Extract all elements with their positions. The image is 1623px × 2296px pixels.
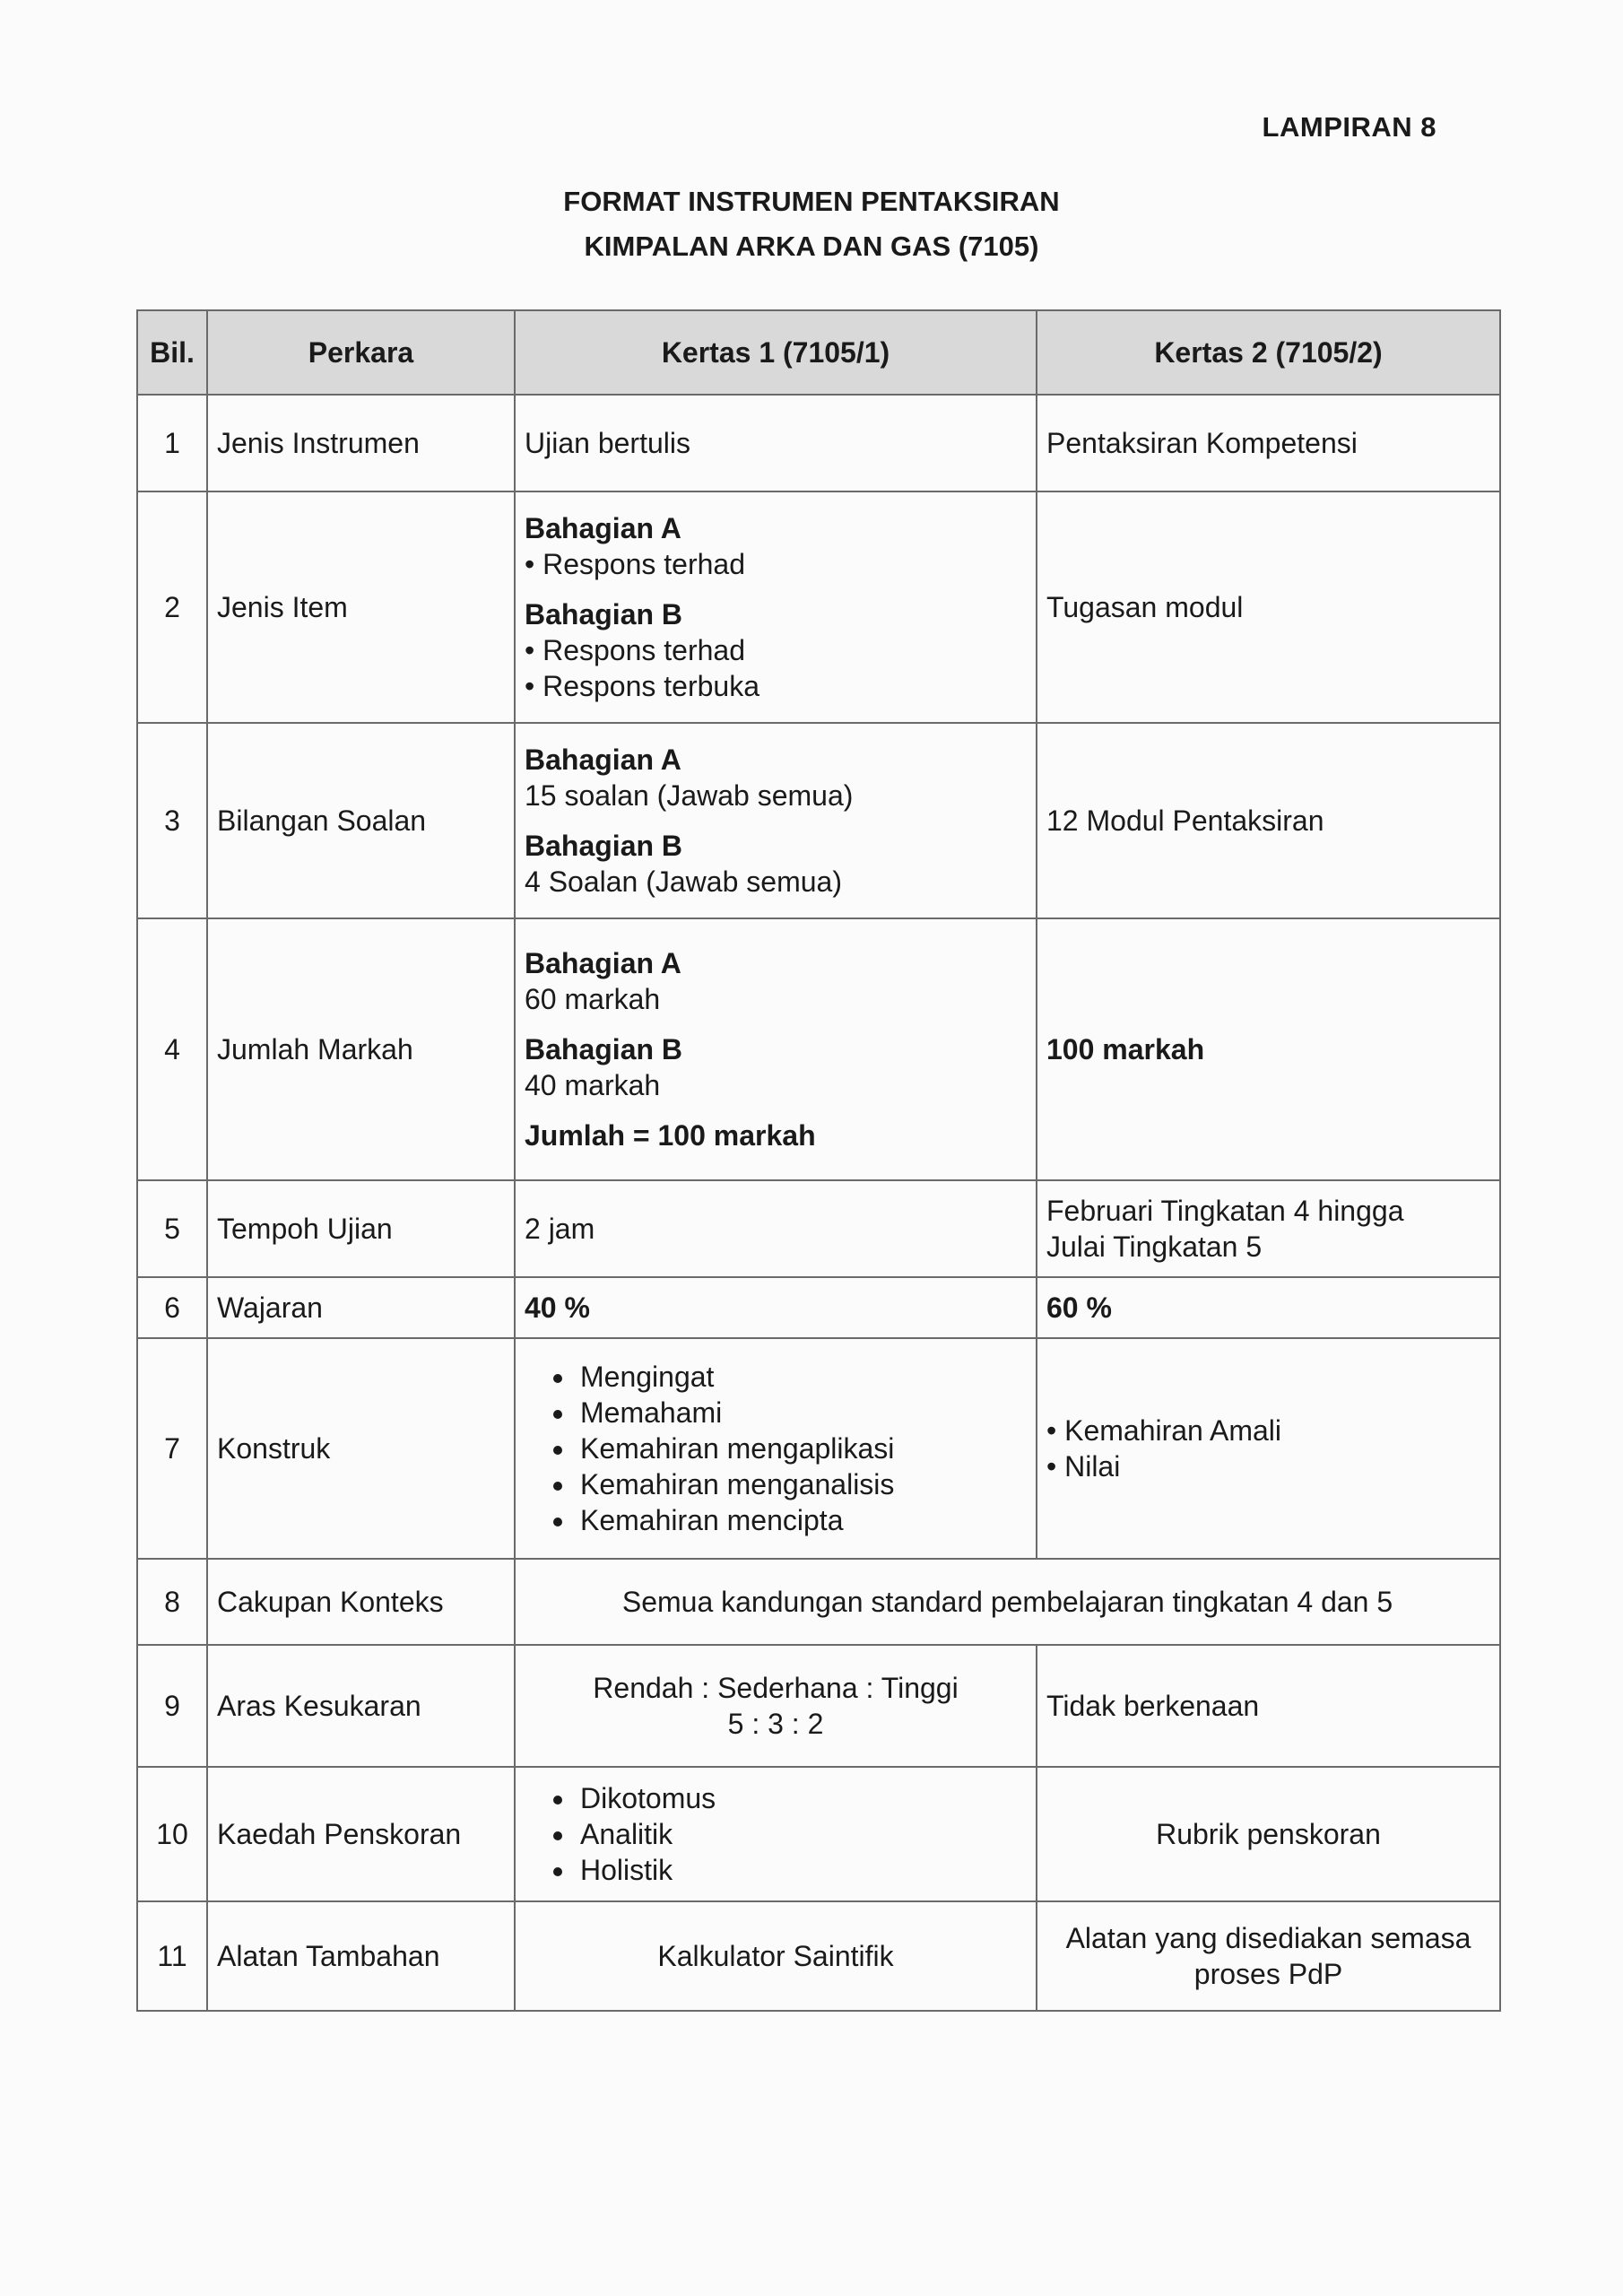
kertas1-cell: Kalkulator Saintifik	[515, 1901, 1037, 2011]
list-item: • Kemahiran Amali	[1046, 1413, 1490, 1448]
column-header-kertas2: Kertas 2 (7105/2)	[1037, 310, 1500, 395]
row-item: Wajaran	[207, 1277, 515, 1338]
row-number: 11	[137, 1901, 207, 2011]
difficulty-ratio: 5 : 3 : 2	[727, 1708, 824, 1740]
scoring-method-list	[525, 1780, 1027, 1888]
table-row	[137, 1277, 1500, 1338]
total-marks: Jumlah = 100 markah	[525, 1119, 816, 1152]
kertas2-cell	[1037, 1180, 1500, 1277]
row-item: Cakupan Konteks	[207, 1559, 515, 1645]
table-row	[137, 1645, 1500, 1767]
row-item: Kaedah Penskoran	[207, 1767, 515, 1901]
tools-line-1: Alatan yang disediakan semasa	[1065, 1922, 1471, 1954]
list-item: • Respons terbuka	[525, 668, 1027, 704]
kertas1-cell	[515, 723, 1037, 918]
row-item: Konstruk	[207, 1338, 515, 1559]
duration-line-2: Julai Tingkatan 5	[1046, 1231, 1263, 1263]
list-item: • Kemahiran mencipta	[577, 1502, 1027, 1538]
construct-list	[525, 1359, 1027, 1538]
list-item: • Holistik	[577, 1852, 1027, 1888]
section-a-text: 15 soalan (Jawab semua)	[525, 779, 854, 812]
kertas2-cell: 100 markah	[1037, 918, 1500, 1180]
table-row	[137, 1180, 1500, 1277]
row-number: 8	[137, 1559, 207, 1645]
section-a-text: 60 markah	[525, 983, 661, 1015]
row-number: 5	[137, 1180, 207, 1277]
row-item: Bilangan Soalan	[207, 723, 515, 918]
list-item: • Dikotomus	[577, 1780, 1027, 1816]
section-b-text: 4 Soalan (Jawab semua)	[525, 865, 842, 898]
row-item: Aras Kesukaran	[207, 1645, 515, 1767]
column-header-perkara: Perkara	[207, 310, 515, 395]
list-item: • Mengingat	[577, 1359, 1027, 1395]
section-a-heading: Bahagian A	[525, 947, 681, 979]
section-b-heading: Bahagian B	[525, 830, 683, 862]
list-item: • Respons terhad	[525, 546, 1027, 582]
difficulty-levels: Rendah : Sederhana : Tinggi	[593, 1672, 959, 1704]
section-a-heading: Bahagian A	[525, 512, 681, 544]
row-number: 10	[137, 1767, 207, 1901]
kertas2-cell: Tugasan modul	[1037, 491, 1500, 723]
row-item: Alatan Tambahan	[207, 1901, 515, 2011]
column-header-bil: Bil.	[137, 310, 207, 395]
merged-scope-cell: Semua kandungan standard pembelajaran tingkatan 4 dan 5	[515, 1559, 1500, 1645]
list-item: • Memahami	[577, 1395, 1027, 1431]
kertas2-cell	[1037, 1901, 1500, 2011]
table-row	[137, 491, 1500, 723]
kertas1-cell: 40 %	[515, 1277, 1037, 1338]
section-b-heading: Bahagian B	[525, 598, 683, 631]
row-number: 1	[137, 395, 207, 491]
assessment-format-table	[136, 309, 1501, 2012]
row-item: Jenis Instrumen	[207, 395, 515, 491]
row-item: Jumlah Markah	[207, 918, 515, 1180]
table-header-row	[137, 310, 1500, 395]
kertas1-cell	[515, 1645, 1037, 1767]
row-number: 6	[137, 1277, 207, 1338]
row-item: Tempoh Ujian	[207, 1180, 515, 1277]
kertas1-cell	[515, 491, 1037, 723]
kertas2-cell: Pentaksiran Kompetensi	[1037, 395, 1500, 491]
title-line-1: FORMAT INSTRUMEN PENTAKSIRAN	[563, 186, 1060, 217]
kertas2-cell: Rubrik penskoran	[1037, 1767, 1500, 1901]
table-row	[137, 395, 1500, 491]
row-number: 9	[137, 1645, 207, 1767]
row-number: 2	[137, 491, 207, 723]
kertas1-cell	[515, 1767, 1037, 1901]
table-row	[137, 1338, 1500, 1559]
tools-line-2: proses PdP	[1193, 1958, 1343, 1990]
section-b-heading: Bahagian B	[525, 1033, 683, 1065]
list-item: • Nilai	[1046, 1448, 1490, 1484]
kertas1-cell	[515, 918, 1037, 1180]
table-row	[137, 1559, 1500, 1645]
table-row	[137, 1767, 1500, 1901]
table-row	[137, 1901, 1500, 2011]
kertas1-cell: Ujian bertulis	[515, 395, 1037, 491]
section-b-text: 40 markah	[525, 1069, 661, 1101]
document-title	[0, 179, 1623, 269]
kertas2-cell: 12 Modul Pentaksiran	[1037, 723, 1500, 918]
row-number: 4	[137, 918, 207, 1180]
kertas1-cell	[515, 1338, 1037, 1559]
table-row	[137, 723, 1500, 918]
duration-line-1: Februari Tingkatan 4 hingga	[1046, 1195, 1404, 1227]
table-row	[137, 918, 1500, 1180]
title-line-2: KIMPALAN ARKA DAN GAS (7105)	[584, 230, 1039, 262]
kertas2-cell	[1037, 1338, 1500, 1559]
list-item: • Kemahiran menganalisis	[577, 1466, 1027, 1502]
row-number: 3	[137, 723, 207, 918]
kertas2-cell: Tidak berkenaan	[1037, 1645, 1500, 1767]
column-header-kertas1: Kertas 1 (7105/1)	[515, 310, 1037, 395]
section-a-heading: Bahagian A	[525, 744, 681, 776]
row-item: Jenis Item	[207, 491, 515, 723]
list-item: • Respons terhad	[525, 632, 1027, 668]
row-number: 7	[137, 1338, 207, 1559]
list-item: • Kemahiran mengaplikasi	[577, 1431, 1027, 1466]
list-item: • Analitik	[577, 1816, 1027, 1852]
kertas1-cell: 2 jam	[515, 1180, 1037, 1277]
kertas2-cell: 60 %	[1037, 1277, 1500, 1338]
appendix-label: LAMPIRAN 8	[1262, 111, 1436, 143]
